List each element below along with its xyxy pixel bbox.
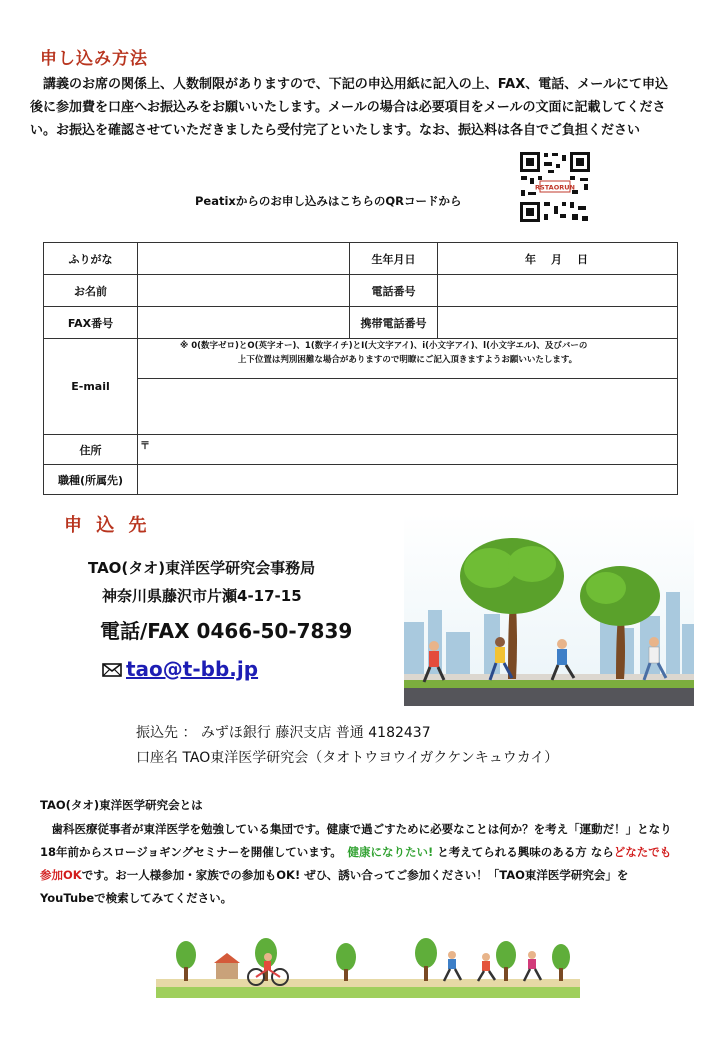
apply-heading: 申 込 先 xyxy=(64,515,151,536)
label-furigana: ふりがな xyxy=(44,243,138,275)
qr-code[interactable] xyxy=(518,150,592,224)
email-note-line2: 上下位置は判別困難な場合がありますので明瞭にご記入頂きますようお願いいたします。 xyxy=(237,355,578,365)
qr-badge: RSTAORUN xyxy=(535,183,575,192)
input-name[interactable] xyxy=(138,275,350,307)
input-mobile[interactable] xyxy=(438,307,678,339)
method-heading: 申し込み方法 xyxy=(40,49,148,69)
account-name: 口座名 TAO東洋医学研究会（タオトウヨウイガクケンキュウカイ） xyxy=(136,750,559,766)
about-p3: です。お一人様参加・家族での参加もOK! ぜひ、誘い合ってご参加ください！「TAO東洋医学研究会」をYouTubeで検索してみてください。 xyxy=(40,868,629,905)
label-phone: 電話番号 xyxy=(350,275,438,307)
email-link[interactable]: tao@t-bb.jp xyxy=(126,657,259,681)
org-email xyxy=(102,657,258,681)
about-healthy: 健康になりたい! xyxy=(347,845,434,859)
email-note xyxy=(138,339,678,379)
label-birthday: 生年月日 xyxy=(350,243,438,275)
jogging-illustration xyxy=(404,514,694,706)
org-name: TAO(タオ)東洋医学研究会事務局 xyxy=(88,559,316,577)
bottom-illustration xyxy=(156,933,580,998)
intro-text: 講義のお席の関係上、人数制限がありますので、下記の申込用紙に記入の上、FAX、電話、メールにて申込後に参加費を口座へお振込みをお願いいたします。メールの場合は必要項目をメールの文面に記載してください。お振込を確認させていただきましたら受付完了といたします。なお、振込料は各自でご負担ください xyxy=(30,77,668,138)
email-note-line1: ※ 0(数字ゼロ)とO(英字オー)、1(数字イチ)とI(大文字アイ)、i(小文字アイ)、l(小文字エル)、及びバーの xyxy=(180,341,588,351)
input-occupation[interactable] xyxy=(138,465,678,495)
about-title: TAO(タオ)東洋医学研究会とは xyxy=(40,798,203,812)
input-birthday[interactable] xyxy=(438,243,678,275)
org-address: 神奈川県藤沢市片瀬4-17-15 xyxy=(102,587,302,605)
label-address: 住所 xyxy=(44,435,138,465)
bank-info: 振込先 ： みずほ銀行 藤沢支店 普通 4182437 xyxy=(136,725,431,741)
postal-mark: 〒 xyxy=(140,441,150,452)
label-occupation: 職種(所属先) xyxy=(44,465,138,495)
org-phone: 電話/FAX 0466-50-7839 xyxy=(100,619,353,643)
peatix-caption: Peatixからのお申し込みはこちらのQRコードから xyxy=(195,194,462,208)
about-p2: と考えてられる興味のある方 なら xyxy=(433,845,614,859)
label-fax: FAX番号 xyxy=(44,307,138,339)
envelope-icon xyxy=(102,663,122,677)
label-name: お名前 xyxy=(44,275,138,307)
input-email[interactable] xyxy=(138,379,678,435)
application-form xyxy=(43,242,678,495)
label-email: E-mail xyxy=(44,339,138,435)
about-text xyxy=(40,818,680,910)
about-p1: 歯科医療従事者が東洋医学を勉強している集団です。健康で過ごすために必要なことは何か？を考え「運動だ！」となり18年前からスロージョギングセミナーを開催しています。 xyxy=(40,822,672,859)
about-anyone: どなたでも参加OK xyxy=(40,845,672,882)
input-address[interactable] xyxy=(138,435,678,465)
input-furigana[interactable] xyxy=(138,243,350,275)
label-mobile: 携帯電話番号 xyxy=(350,307,438,339)
input-fax[interactable] xyxy=(138,307,350,339)
input-phone[interactable] xyxy=(438,275,678,307)
date-format: 年 月 日 xyxy=(525,252,590,266)
